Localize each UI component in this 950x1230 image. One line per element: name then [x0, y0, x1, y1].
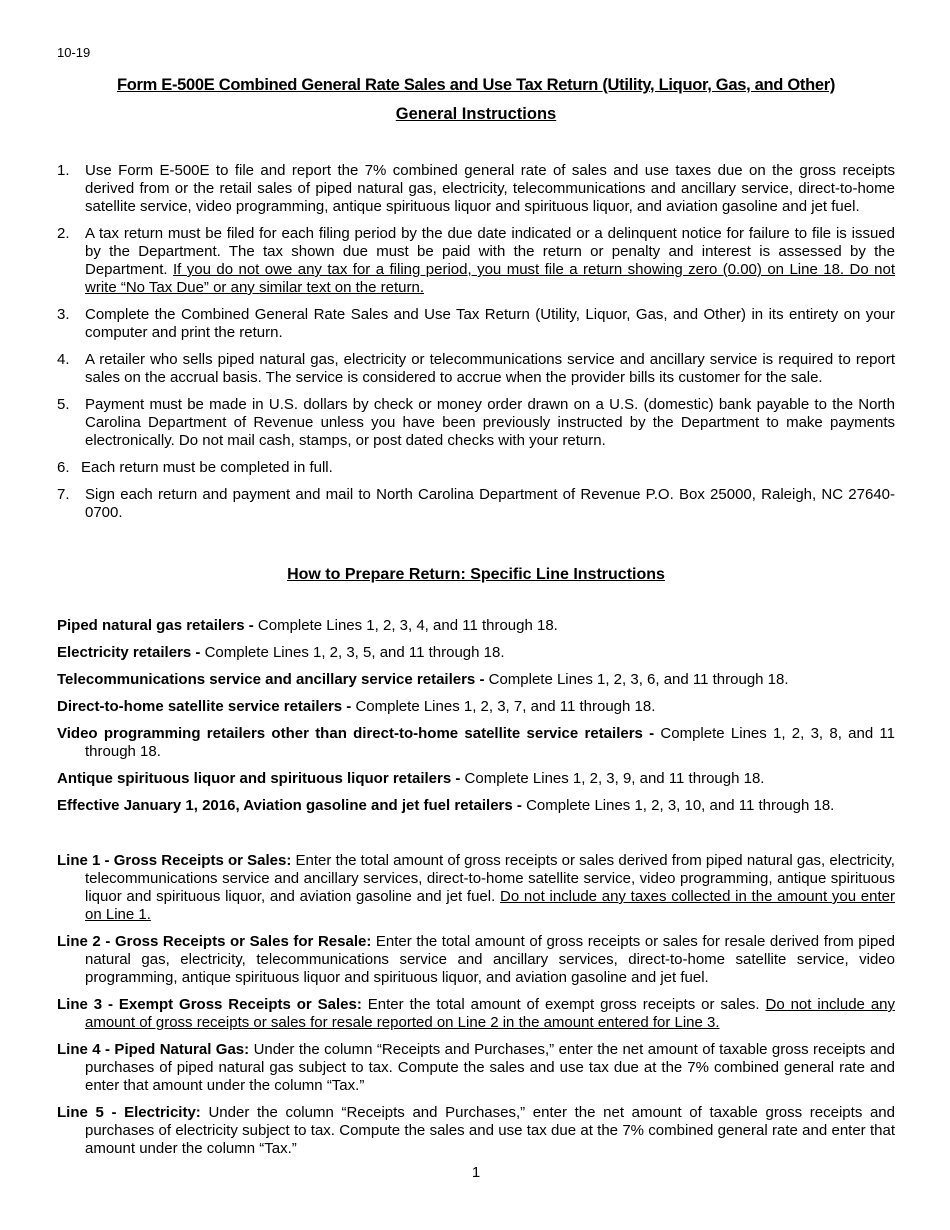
instruction-item [57, 225, 895, 297]
line-text: Enter the total amount of gross receipts or sales derived from piped natural gas, electricity, telecommunications service and ancillary services, direct-to-home satellite service, video programming, antique spirituous liquor and spirituous liquor, and aviation gasoline and jet fuel. [85, 852, 895, 905]
line-label: Line 5 - Electricity: [57, 1104, 201, 1121]
line-label: Line 2 - Gross Receipts or Sales for Resale: [57, 933, 372, 950]
retailer-item [57, 644, 895, 662]
retailer-type-list [57, 617, 895, 824]
line-instructions [57, 852, 895, 1167]
retailer-text: Complete Lines 1, 2, 3, 5, and 11 through 18. [200, 644, 505, 661]
instruction-text-underlined: If you do not owe any tax for a filing period, you must file a return showing zero (0.00) on Line 18. Do not write “No Tax Due” or any similar text on the return. [85, 261, 895, 296]
retailer-label: Effective January 1, 2016, Aviation gasoline and jet fuel retailers - [57, 797, 522, 814]
line-instruction-item [57, 852, 895, 924]
retailer-item [57, 797, 895, 815]
retailer-text: Complete Lines 1, 2, 3, 7, and 11 through 18. [351, 698, 656, 715]
retailer-item [57, 725, 895, 761]
retailer-text: Complete Lines 1, 2, 3, 10, and 11 through 18. [521, 797, 835, 814]
instruction-number: 7. [57, 486, 70, 503]
instruction-item [57, 306, 895, 342]
instruction-text: Payment must be made in U.S. dollars by check or money order drawn on a U.S. (domestic) bank payable to the North Carolina Department of Revenue unless you have been previously instructed by the Department to make payments electronically. Do not mail cash, stamps, or post dated checks with your return. [85, 396, 895, 449]
line-text-underlined: Do not include any amount of gross receipts or sales for resale reported on Line 2 in the amount entered for Line 3. [85, 996, 896, 1031]
retailer-text: Complete Lines 1, 2, 3, 8, and 11 through 18. [85, 725, 895, 760]
line-instruction-item [57, 996, 895, 1032]
instruction-number: 4. [57, 351, 70, 368]
retailer-label: Telecommunications service and ancillary service retailers - [57, 671, 485, 688]
instruction-item [57, 351, 895, 387]
instruction-text: Complete the Combined General Rate Sales and Use Tax Return (Utility, Liquor, Gas, and Other) in its entirety on your computer and print the return. [85, 306, 895, 341]
line-label: Line 1 - Gross Receipts or Sales: [57, 852, 292, 869]
form-revision-code: 10-19 [57, 45, 91, 60]
retailer-text: Complete Lines 1, 2, 3, 9, and 11 through 18. [460, 770, 765, 787]
instruction-number: 3. [57, 306, 70, 323]
retailer-text: Complete Lines 1, 2, 3, 6, and 11 through 18. [484, 671, 789, 688]
retailer-item [57, 617, 895, 635]
retailer-label: Video programming retailers other than direct-to-home satellite service retailers - [57, 725, 655, 742]
line-text: Under the column “Receipts and Purchases,” enter the net amount of taxable gross receipts and purchases of piped natural gas subject to tax. Compute the sales and use tax due at the 7% combined general rate and enter that amount under the column “Tax.” [85, 1041, 895, 1094]
instruction-text: Use Form E-500E to file and report the 7% combined general rate of sales and use taxes due on the gross receipts derived from or the retail sales of piped natural gas, electricity, telecommunications and ancillary service, direct-to-home satellite service, video programming, antique spirituous liquor and spirituous liquor, and aviation gasoline and jet fuel. [85, 162, 895, 215]
instruction-number: 6. [57, 459, 70, 476]
form-title: Form E-500E Combined General Rate Sales and Use Tax Return (Utility, Liquor, Gas, and Other) [116, 76, 836, 94]
line-instruction-item [57, 1104, 895, 1158]
line-text: Under the column “Receipts and Purchases,” enter the net amount of taxable gross receipts and purchases of electricity subject to tax. Compute the sales and use tax due at the 7% combined general rate and enter that amount under the column “Tax.” [85, 1104, 895, 1157]
line-instruction-item [57, 1041, 895, 1095]
general-instructions-list [57, 162, 895, 531]
line-label: Line 3 - Exempt Gross Receipts or Sales: [57, 996, 362, 1013]
retailer-label: Antique spirituous liquor and spirituous liquor retailers - [57, 770, 461, 787]
retailer-label: Direct-to-home satellite service retailers - [57, 698, 352, 715]
instruction-number: 2. [57, 225, 70, 242]
general-instructions-heading: General Instructions [395, 105, 557, 123]
line-instruction-item [57, 933, 895, 987]
line-text: Enter the total amount of gross receipts or sales for resale derived from piped natural gas, electricity, telecommunications service and ancillary services, direct-to-home satellite service, video programming, antique spirituous liquor and spirituous liquor, and aviation gasoline and jet fuel. [85, 933, 895, 986]
retailer-item [57, 671, 895, 689]
instruction-text: Each return must be completed in full. [81, 459, 333, 476]
instruction-number: 5. [57, 396, 70, 413]
instruction-item [57, 162, 895, 216]
line-text: Enter the total amount of exempt gross receipts or sales. [361, 996, 766, 1013]
retailer-label: Electricity retailers - [57, 644, 201, 661]
retailer-item [57, 770, 895, 788]
instruction-text-plain: A tax return must be filed for each filing period by the due date indicated or a delinquent notice for failure to file is issued by the Department. The tax shown due must be paid with the return or penalty and interest is assessed by the Department. [85, 225, 895, 278]
retailer-item [57, 698, 895, 716]
retailer-label: Piped natural gas retailers - [57, 617, 254, 634]
page-number: 1 [471, 1164, 481, 1181]
specific-line-instructions-heading: How to Prepare Return: Specific Line Instructions [287, 566, 665, 583]
instruction-text [85, 225, 895, 297]
instruction-item [57, 459, 895, 477]
instruction-text: A retailer who sells piped natural gas, electricity or telecommunications service and ancillary service is required to report sales on the accrual basis. The service is considered to accrue when the provider bills its customer for the sale. [85, 351, 895, 386]
instruction-text: Sign each return and payment and mail to North Carolina Department of Revenue P.O. Box 25000, Raleigh, NC 27640-0700. [85, 486, 895, 521]
line-text-underlined: Do not include any taxes collected in the amount you enter on Line 1. [85, 888, 895, 923]
instruction-item [57, 396, 895, 450]
retailer-text: Complete Lines 1, 2, 3, 4, and 11 through 18. [253, 617, 558, 634]
instruction-number: 1. [57, 162, 70, 179]
line-label: Line 4 - Piped Natural Gas: [57, 1041, 250, 1058]
instruction-item [57, 486, 895, 522]
